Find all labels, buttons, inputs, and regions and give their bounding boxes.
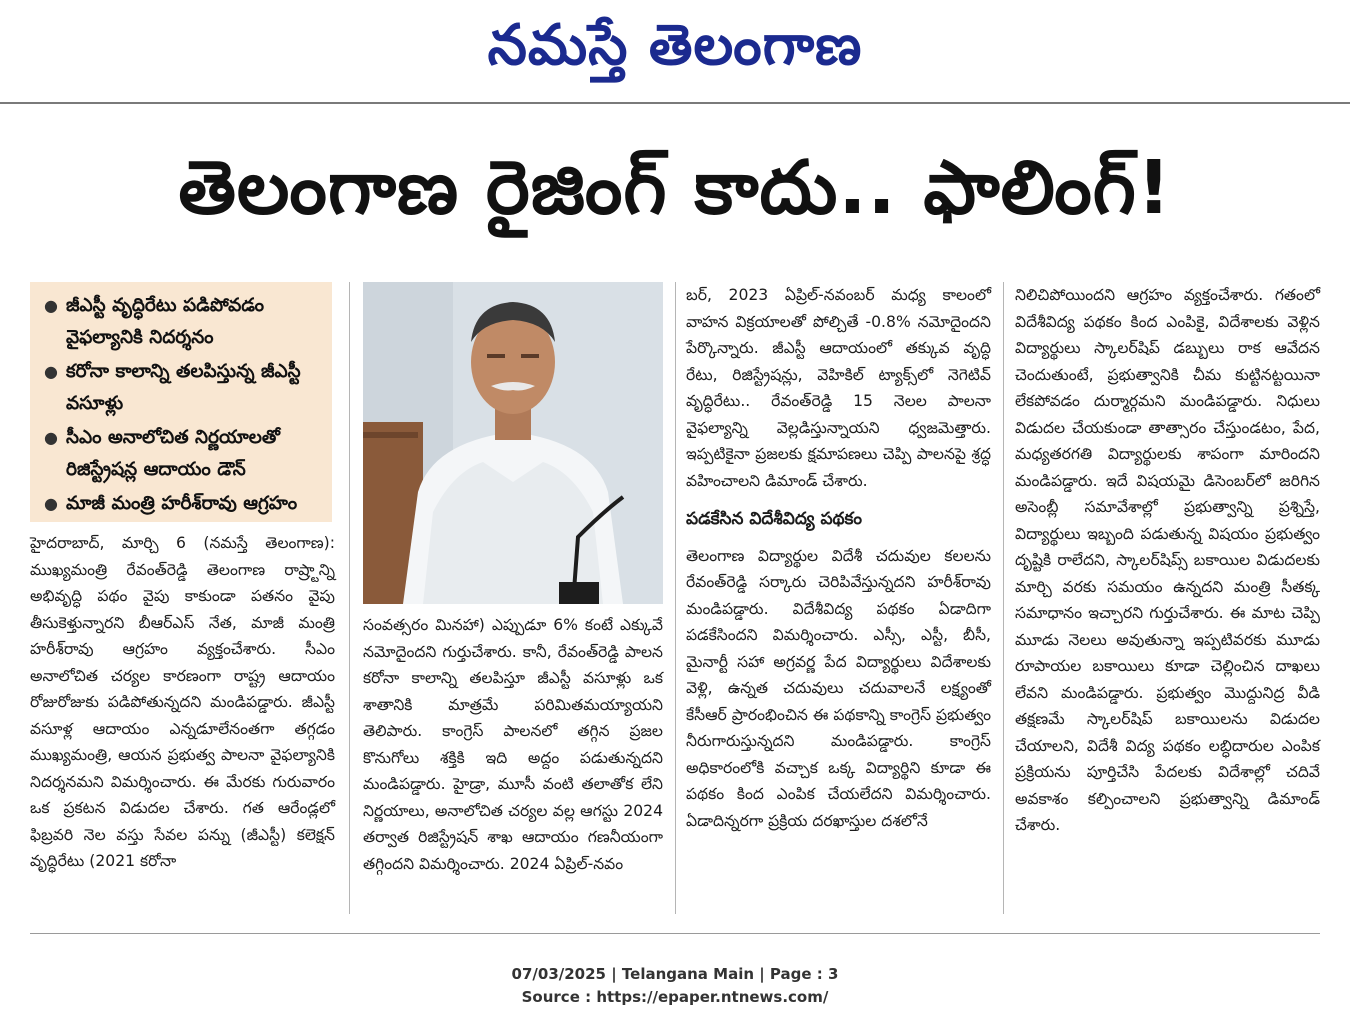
bullet-icon: ●	[44, 428, 58, 447]
article-column-2: సంవత్సరం మినహా) ఎప్పుడూ 6% కంటే ఎక్కువే నమోదైందని గుర్తుచేశారు. కానీ, రేవంత్‌రెడ్డి పాలన కరోనా కాలాన్ని తలపిస్తూ జీఎస్టీ వసూళ్లు ఒక శాతానికి మాత్రమే పరిమితమయ్యాయని తెలిపారు. కాంగ్రెస్ పాలనలో తగ్గిన ప్రజల కొనుగోలు శక్తికి ఇది అద్దం పడుతున్నదని మండిపడ్డారు. హైడ్రా, మూసీ వంటి తలాతోక లేని నిర్ణయాలు, అనాలోచిత చర్యల వల్ల ఆగస్టు 2024 తర్వాత రిజిస్ట్రేషన్ శాఖ ఆదాయం గణనీయంగా తగ్గిందని విమర్శించారు. 2024 ఏప్రిల్-నవం	[363, 616, 663, 873]
highlight-item	[40, 488, 322, 520]
article-headline: తెలంగాణ రైజింగ్ కాదు.. ఫాలింగ్!	[178, 145, 1172, 231]
column-3-text-bottom: తెలంగాణ విద్యార్థుల విదేశీ చదువుల కలలను రేవంత్‌రెడ్డి సర్కారు చెరిపివేస్తున్నదని హరీశ్‌రావు మండిపడ్డారు. విదేశీవిద్య పథకం ఏడాదిగా పడకేసిందని విమర్శించారు. ఎస్సీ, ఎస్టీ, బీసీ, మైనార్టీ సహా అగ్రవర్ణ పేద విద్యార్థులు విదేశాలకు వెళ్లి, ఉన్నత చదువులు చదువాలనే లక్ష్యంతో కేసీఆర్ ప్రారంభించిన ఈ పథకాన్ని కాంగ్రెస్ ప్రభుత్వం నీరుగారుస్తున్నదని మండిపడ్డారు. కాంగ్రెస్ అధికారంలోకి వచ్చాక ఒక్క విద్యార్థిని కూడా ఈ పథకం కింద ఎంపిక చేయలేదని విమర్శించారు. ఏడాదిన్నరగా ప్రక్రియ దరఖాస్తుల దశలోనే	[686, 546, 991, 830]
newspaper-logo: నమస్తే తెలంగాణ	[487, 13, 863, 78]
masthead-divider	[0, 102, 1350, 104]
bullet-icon: ●	[44, 296, 58, 315]
highlight-item	[40, 422, 322, 486]
column-divider	[1003, 282, 1004, 914]
highlight-item	[40, 290, 322, 354]
footer-divider	[30, 933, 1320, 934]
bullet-icon: ●	[44, 362, 58, 381]
source-link[interactable]: Source : https://epaper.ntnews.com/	[521, 988, 829, 1006]
masthead	[0, 0, 1350, 96]
photo-illustration	[363, 282, 663, 604]
article-photo	[363, 282, 663, 604]
article-column-4: నిలిచిపోయిందని ఆగ్రహం వ్యక్తంచేశారు. గతంలో విదేశీవిద్య పథకం కింద ఎంపికై, విదేశాలకు వెళ్లిన విద్యార్థులు స్కాలర్‌షిప్ డబ్బులు రాక ఆవేదన చెందుతుంటే, ప్రభుత్వానికి చీమ కుట్టినట్టయినా లేకపోవడం దుర్మార్గమని మండిపడ్డారు. నిధులు విడుదల చేయకుండా తాత్సారం చేస్తుండటం, పేద, మధ్యతరగతి విద్యార్థులకు శాపంగా మారిందని మండిపడ్డారు. ఇదే విషయమై డిసెంబర్‌లో జరిగిన అసెంబ్లీ సమావేశాల్లో ప్రభుత్వాన్ని ప్రశ్నిస్తే, విద్యార్థులు ఇబ్బంది పడుతున్న విషయం ప్రభుత్వం దృష్టికి రాలేదని, స్కాలర్‌షిప్స్ బకాయిల విడుదలకు మార్చి వరకు సమయం ఉన్నదని మంత్రి సీతక్క సమాధానం ఇచ్చారని గుర్తుచేశారు. ఈ మాట చెప్పి మూడు నెలలు అవుతున్నా ఇప్పటివరకు మూడు రూపాయల బకాయిలు కూడా చెల్లించిన దాఖలు లేవని మండిపడ్డారు. ప్రభుత్వం మొద్దునిద్ర వీడి తక్షణమే స్కాలర్‌షిప్ బకాయిలను విడుదల చేయాలని, విదేశీ విద్య పథకం లబ్ధిదారుల ఎంపిక ప్రక్రియను పూర్తిచేసి పేదలకు విదేశాల్లో చదివే అవకాశం కల్పించాలని ప్రభుత్వాన్ని డిమాండ్ చేశారు.	[1015, 286, 1320, 834]
section-subheading: పడకేసిన విదేశీవిద్య పథకం	[686, 509, 863, 529]
highlight-text: జీఎస్టీ వృద్ధిరేటు పడిపోవడం వైఫల్యానికి నిదర్శనం	[66, 295, 265, 348]
highlight-text: సీఎం అనాలోచిత నిర్ణయాలతో రిజిస్ట్రేషన్ల ఆదాయం డౌన్	[66, 427, 280, 480]
bullet-icon: ●	[44, 494, 58, 513]
highlight-item	[40, 356, 322, 420]
column-divider	[675, 282, 676, 914]
column-3-text-top: బర్, 2023 ఏప్రిల్-నవంబర్ మధ్య కాలంలో వాహన విక్రయాలతో పోల్చితే -0.8% నమోదైందని పేర్కొన్నారు. జీఎస్టీ ఆదాయంలో తక్కువ వృద్ధి రేటు, రిజిస్ట్రేషన్లు, వెహికిల్ ట్యాక్స్‌లో నెగెటివ్ వృద్ధిరేటు.. రేవంత్‌రెడ్డి 15 నెలల పాలనా వైఫల్యాన్ని వెల్లడిస్తున్నాయని ధ్వజమెత్తారు. ఇప్పటికైనా ప్రజలకు క్షమాపణలు చెప్పి పాలనపై శ్రద్ధ వహించాలని డిమాండ్ చేశారు.	[686, 286, 991, 490]
highlight-text: కరోనా కాలాన్ని తలపిస్తున్న జీఎస్టీ వసూళ్లు	[66, 361, 301, 414]
article-column-3	[686, 282, 991, 834]
column-divider	[349, 282, 350, 914]
highlights-box	[30, 282, 332, 522]
article-column-1: హైదరాబాద్, మార్చి 6 (నమస్తే తెలంగాణ): ముఖ్యమంత్రి రేవంత్‌రెడ్డి తెలంగాణ రాష్ర్టాన్ని అభివృద్ధి పథం వైపు కాకుండా పతనం వైపు తీసుకెళ్తున్నారని బీఆర్‌ఎస్ నేత, మాజీ మంత్రి హరీశ్‌రావు ఆగ్రహం వ్యక్తంచేశారు. సీఎం అనాలోచిత చర్యల కారణంగా రాష్ట్ర ఆదాయం రోజురోజుకు పడిపోతున్నదని మండిపడ్డారు. జీఎస్టీ వసూళ్ల ఆదాయం ఎన్నడూలేనంతగా తగ్గడం ముఖ్యమంత్రి, ఆయన ప్రభుత్వ పాలనా వైఫల్యానికి నిదర్శనమని విమర్శించారు. ఈ మేరకు గురువారం ఒక ప్రకటన విడుదల చేశారు. గత ఆరేండ్లలో ఫిబ్రవరి నెల వస్తు సేవల పన్ను (జీఎస్టీ) కలెక్షన్ వృద్ధిరేటు (2021 కరోనా	[30, 534, 335, 870]
edition-info: 07/03/2025 | Telangana Main | Page : 3	[511, 965, 839, 983]
highlight-text: మాజీ మంత్రి హరీశ్‌రావు ఆగ్రహం	[66, 493, 298, 514]
